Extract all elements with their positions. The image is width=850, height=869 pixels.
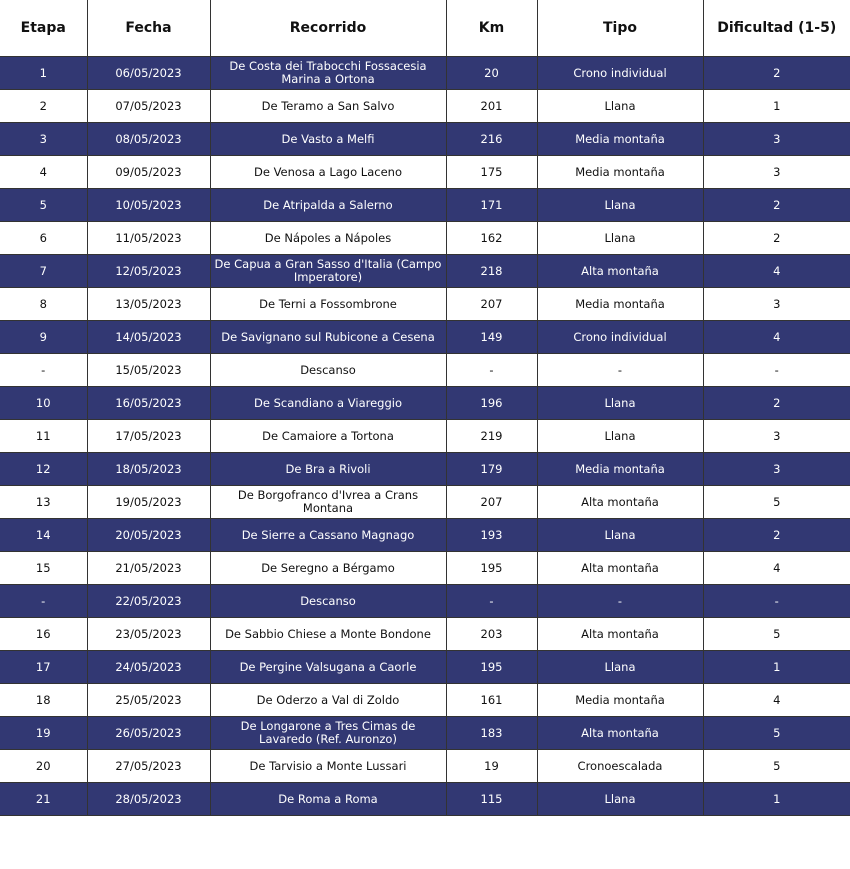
cell-dificultad: 3 — [703, 123, 850, 156]
cell-etapa: 5 — [0, 189, 87, 222]
cell-recorrido: De Costa dei Trabocchi Fossacesia Marina a Ortona — [210, 57, 446, 90]
cell-km: 183 — [446, 717, 537, 750]
cell-fecha: 12/05/2023 — [87, 255, 210, 288]
cell-etapa: 6 — [0, 222, 87, 255]
cell-km: 219 — [446, 420, 537, 453]
cell-etapa: 1 — [0, 57, 87, 90]
table-row — [0, 222, 850, 255]
cell-recorrido: Descanso — [210, 585, 446, 618]
cell-dificultad: - — [703, 354, 850, 387]
cell-recorrido: De Oderzo a Val di Zoldo — [210, 684, 446, 717]
cell-km: 207 — [446, 486, 537, 519]
cell-dificultad: 3 — [703, 156, 850, 189]
cell-dificultad: 3 — [703, 453, 850, 486]
cell-tipo: Media montaña — [537, 684, 703, 717]
table-row — [0, 57, 850, 90]
cell-tipo: Llana — [537, 222, 703, 255]
cell-etapa: 18 — [0, 684, 87, 717]
table-row — [0, 453, 850, 486]
cell-fecha: 19/05/2023 — [87, 486, 210, 519]
cell-dificultad: 1 — [703, 651, 850, 684]
cell-recorrido: De Pergine Valsugana a Caorle — [210, 651, 446, 684]
cell-km: 161 — [446, 684, 537, 717]
cell-km: - — [446, 354, 537, 387]
cell-recorrido: De Camaiore a Tortona — [210, 420, 446, 453]
cell-tipo: Llana — [537, 90, 703, 123]
cell-dificultad: 4 — [703, 321, 850, 354]
table-row — [0, 255, 850, 288]
cell-km: 216 — [446, 123, 537, 156]
cell-tipo: - — [537, 585, 703, 618]
cell-dificultad: 2 — [703, 387, 850, 420]
cell-tipo: Llana — [537, 387, 703, 420]
cell-tipo: Alta montaña — [537, 552, 703, 585]
cell-etapa: 7 — [0, 255, 87, 288]
cell-tipo: Crono individual — [537, 57, 703, 90]
cell-recorrido: De Roma a Roma — [210, 783, 446, 816]
cell-recorrido: De Capua a Gran Sasso d'Italia (Campo Imperatore) — [210, 255, 446, 288]
cell-km: 201 — [446, 90, 537, 123]
cell-etapa: 11 — [0, 420, 87, 453]
cell-km: 218 — [446, 255, 537, 288]
cell-fecha: 26/05/2023 — [87, 717, 210, 750]
cell-fecha: 08/05/2023 — [87, 123, 210, 156]
cell-dificultad: 5 — [703, 618, 850, 651]
cell-recorrido: De Sabbio Chiese a Monte Bondone — [210, 618, 446, 651]
cell-etapa: 15 — [0, 552, 87, 585]
cell-tipo: - — [537, 354, 703, 387]
cell-km: 149 — [446, 321, 537, 354]
cell-dificultad: 4 — [703, 684, 850, 717]
cell-etapa: 9 — [0, 321, 87, 354]
cell-etapa: 17 — [0, 651, 87, 684]
table-row — [0, 288, 850, 321]
cell-etapa: 3 — [0, 123, 87, 156]
cell-etapa: - — [0, 354, 87, 387]
cell-tipo: Llana — [537, 420, 703, 453]
cell-dificultad: 2 — [703, 189, 850, 222]
cell-etapa: 4 — [0, 156, 87, 189]
table-row — [0, 783, 850, 816]
cell-recorrido: De Vasto a Melfi — [210, 123, 446, 156]
table-row — [0, 585, 850, 618]
table-row — [0, 354, 850, 387]
cell-km: 195 — [446, 552, 537, 585]
cell-fecha: 18/05/2023 — [87, 453, 210, 486]
header-km: Km — [446, 0, 537, 57]
cell-fecha: 24/05/2023 — [87, 651, 210, 684]
header-fecha: Fecha — [87, 0, 210, 57]
cell-km: 162 — [446, 222, 537, 255]
table-row — [0, 387, 850, 420]
cell-fecha: 11/05/2023 — [87, 222, 210, 255]
cell-fecha: 13/05/2023 — [87, 288, 210, 321]
cell-dificultad: 4 — [703, 552, 850, 585]
cell-fecha: 14/05/2023 — [87, 321, 210, 354]
cell-dificultad: 5 — [703, 486, 850, 519]
cell-fecha: 27/05/2023 — [87, 750, 210, 783]
cell-tipo: Media montaña — [537, 453, 703, 486]
cell-etapa: 20 — [0, 750, 87, 783]
cell-recorrido: Descanso — [210, 354, 446, 387]
cell-recorrido: De Tarvisio a Monte Lussari — [210, 750, 446, 783]
cell-tipo: Alta montaña — [537, 717, 703, 750]
cell-fecha: 06/05/2023 — [87, 57, 210, 90]
cell-dificultad: 2 — [703, 57, 850, 90]
cell-fecha: 17/05/2023 — [87, 420, 210, 453]
cell-km: 175 — [446, 156, 537, 189]
cell-recorrido: De Terni a Fossombrone — [210, 288, 446, 321]
cell-dificultad: 5 — [703, 750, 850, 783]
cell-fecha: 15/05/2023 — [87, 354, 210, 387]
cell-km: 193 — [446, 519, 537, 552]
cell-etapa: 21 — [0, 783, 87, 816]
cell-dificultad: 2 — [703, 222, 850, 255]
cell-km: 196 — [446, 387, 537, 420]
cell-km: 203 — [446, 618, 537, 651]
cell-tipo: Media montaña — [537, 123, 703, 156]
cell-tipo: Alta montaña — [537, 618, 703, 651]
cell-etapa: 10 — [0, 387, 87, 420]
cell-fecha: 07/05/2023 — [87, 90, 210, 123]
cell-km: 19 — [446, 750, 537, 783]
cell-recorrido: De Venosa a Lago Laceno — [210, 156, 446, 189]
header-tipo: Tipo — [537, 0, 703, 57]
cell-etapa: 19 — [0, 717, 87, 750]
table-row — [0, 123, 850, 156]
cell-tipo: Alta montaña — [537, 255, 703, 288]
cell-fecha: 22/05/2023 — [87, 585, 210, 618]
cell-km: 195 — [446, 651, 537, 684]
cell-fecha: 23/05/2023 — [87, 618, 210, 651]
cell-etapa: - — [0, 585, 87, 618]
cell-etapa: 13 — [0, 486, 87, 519]
cell-recorrido: De Atripalda a Salerno — [210, 189, 446, 222]
cell-etapa: 14 — [0, 519, 87, 552]
table-row — [0, 486, 850, 519]
table-row — [0, 156, 850, 189]
cell-km: 20 — [446, 57, 537, 90]
cell-km: - — [446, 585, 537, 618]
cell-fecha: 20/05/2023 — [87, 519, 210, 552]
cell-recorrido: De Savignano sul Rubicone a Cesena — [210, 321, 446, 354]
cell-km: 171 — [446, 189, 537, 222]
cell-fecha: 21/05/2023 — [87, 552, 210, 585]
cell-etapa: 8 — [0, 288, 87, 321]
cell-recorrido: De Nápoles a Nápoles — [210, 222, 446, 255]
header-recorrido: Recorrido — [210, 0, 446, 57]
cell-tipo: Alta montaña — [537, 486, 703, 519]
table-row — [0, 321, 850, 354]
cell-etapa: 2 — [0, 90, 87, 123]
cell-etapa: 12 — [0, 453, 87, 486]
cell-fecha: 10/05/2023 — [87, 189, 210, 222]
cell-tipo: Llana — [537, 189, 703, 222]
cell-recorrido: De Sierre a Cassano Magnago — [210, 519, 446, 552]
cell-dificultad: 2 — [703, 519, 850, 552]
cell-km: 207 — [446, 288, 537, 321]
cell-fecha: 28/05/2023 — [87, 783, 210, 816]
header-row — [0, 0, 850, 57]
cell-dificultad: - — [703, 585, 850, 618]
cell-dificultad: 5 — [703, 717, 850, 750]
cell-etapa: 16 — [0, 618, 87, 651]
table-row — [0, 618, 850, 651]
cell-km: 179 — [446, 453, 537, 486]
cell-dificultad: 1 — [703, 90, 850, 123]
cell-tipo: Cronoescalada — [537, 750, 703, 783]
table-row — [0, 552, 850, 585]
table-row — [0, 90, 850, 123]
cell-recorrido: De Borgofranco d'Ivrea a Crans Montana — [210, 486, 446, 519]
table-row — [0, 684, 850, 717]
cell-fecha: 25/05/2023 — [87, 684, 210, 717]
cell-tipo: Media montaña — [537, 156, 703, 189]
cell-tipo: Media montaña — [537, 288, 703, 321]
table-row — [0, 189, 850, 222]
cell-recorrido: De Longarone a Tres Cimas de Lavaredo (Ref. Auronzo) — [210, 717, 446, 750]
cell-tipo: Llana — [537, 651, 703, 684]
cell-dificultad: 4 — [703, 255, 850, 288]
cell-dificultad: 3 — [703, 288, 850, 321]
cell-dificultad: 1 — [703, 783, 850, 816]
cell-tipo: Llana — [537, 519, 703, 552]
table-row — [0, 717, 850, 750]
cell-recorrido: De Teramo a San Salvo — [210, 90, 446, 123]
table-row — [0, 420, 850, 453]
cell-tipo: Llana — [537, 783, 703, 816]
cell-fecha: 09/05/2023 — [87, 156, 210, 189]
header-dificultad: Dificultad (1-5) — [717, 20, 837, 36]
table-row — [0, 750, 850, 783]
table-row — [0, 519, 850, 552]
table-row — [0, 651, 850, 684]
cell-recorrido: De Bra a Rivoli — [210, 453, 446, 486]
cell-km: 115 — [446, 783, 537, 816]
cell-dificultad: 3 — [703, 420, 850, 453]
cell-fecha: 16/05/2023 — [87, 387, 210, 420]
header-etapa: Etapa — [0, 0, 87, 57]
cell-tipo: Crono individual — [537, 321, 703, 354]
cell-recorrido: De Seregno a Bérgamo — [210, 552, 446, 585]
cell-recorrido: De Scandiano a Viareggio — [210, 387, 446, 420]
